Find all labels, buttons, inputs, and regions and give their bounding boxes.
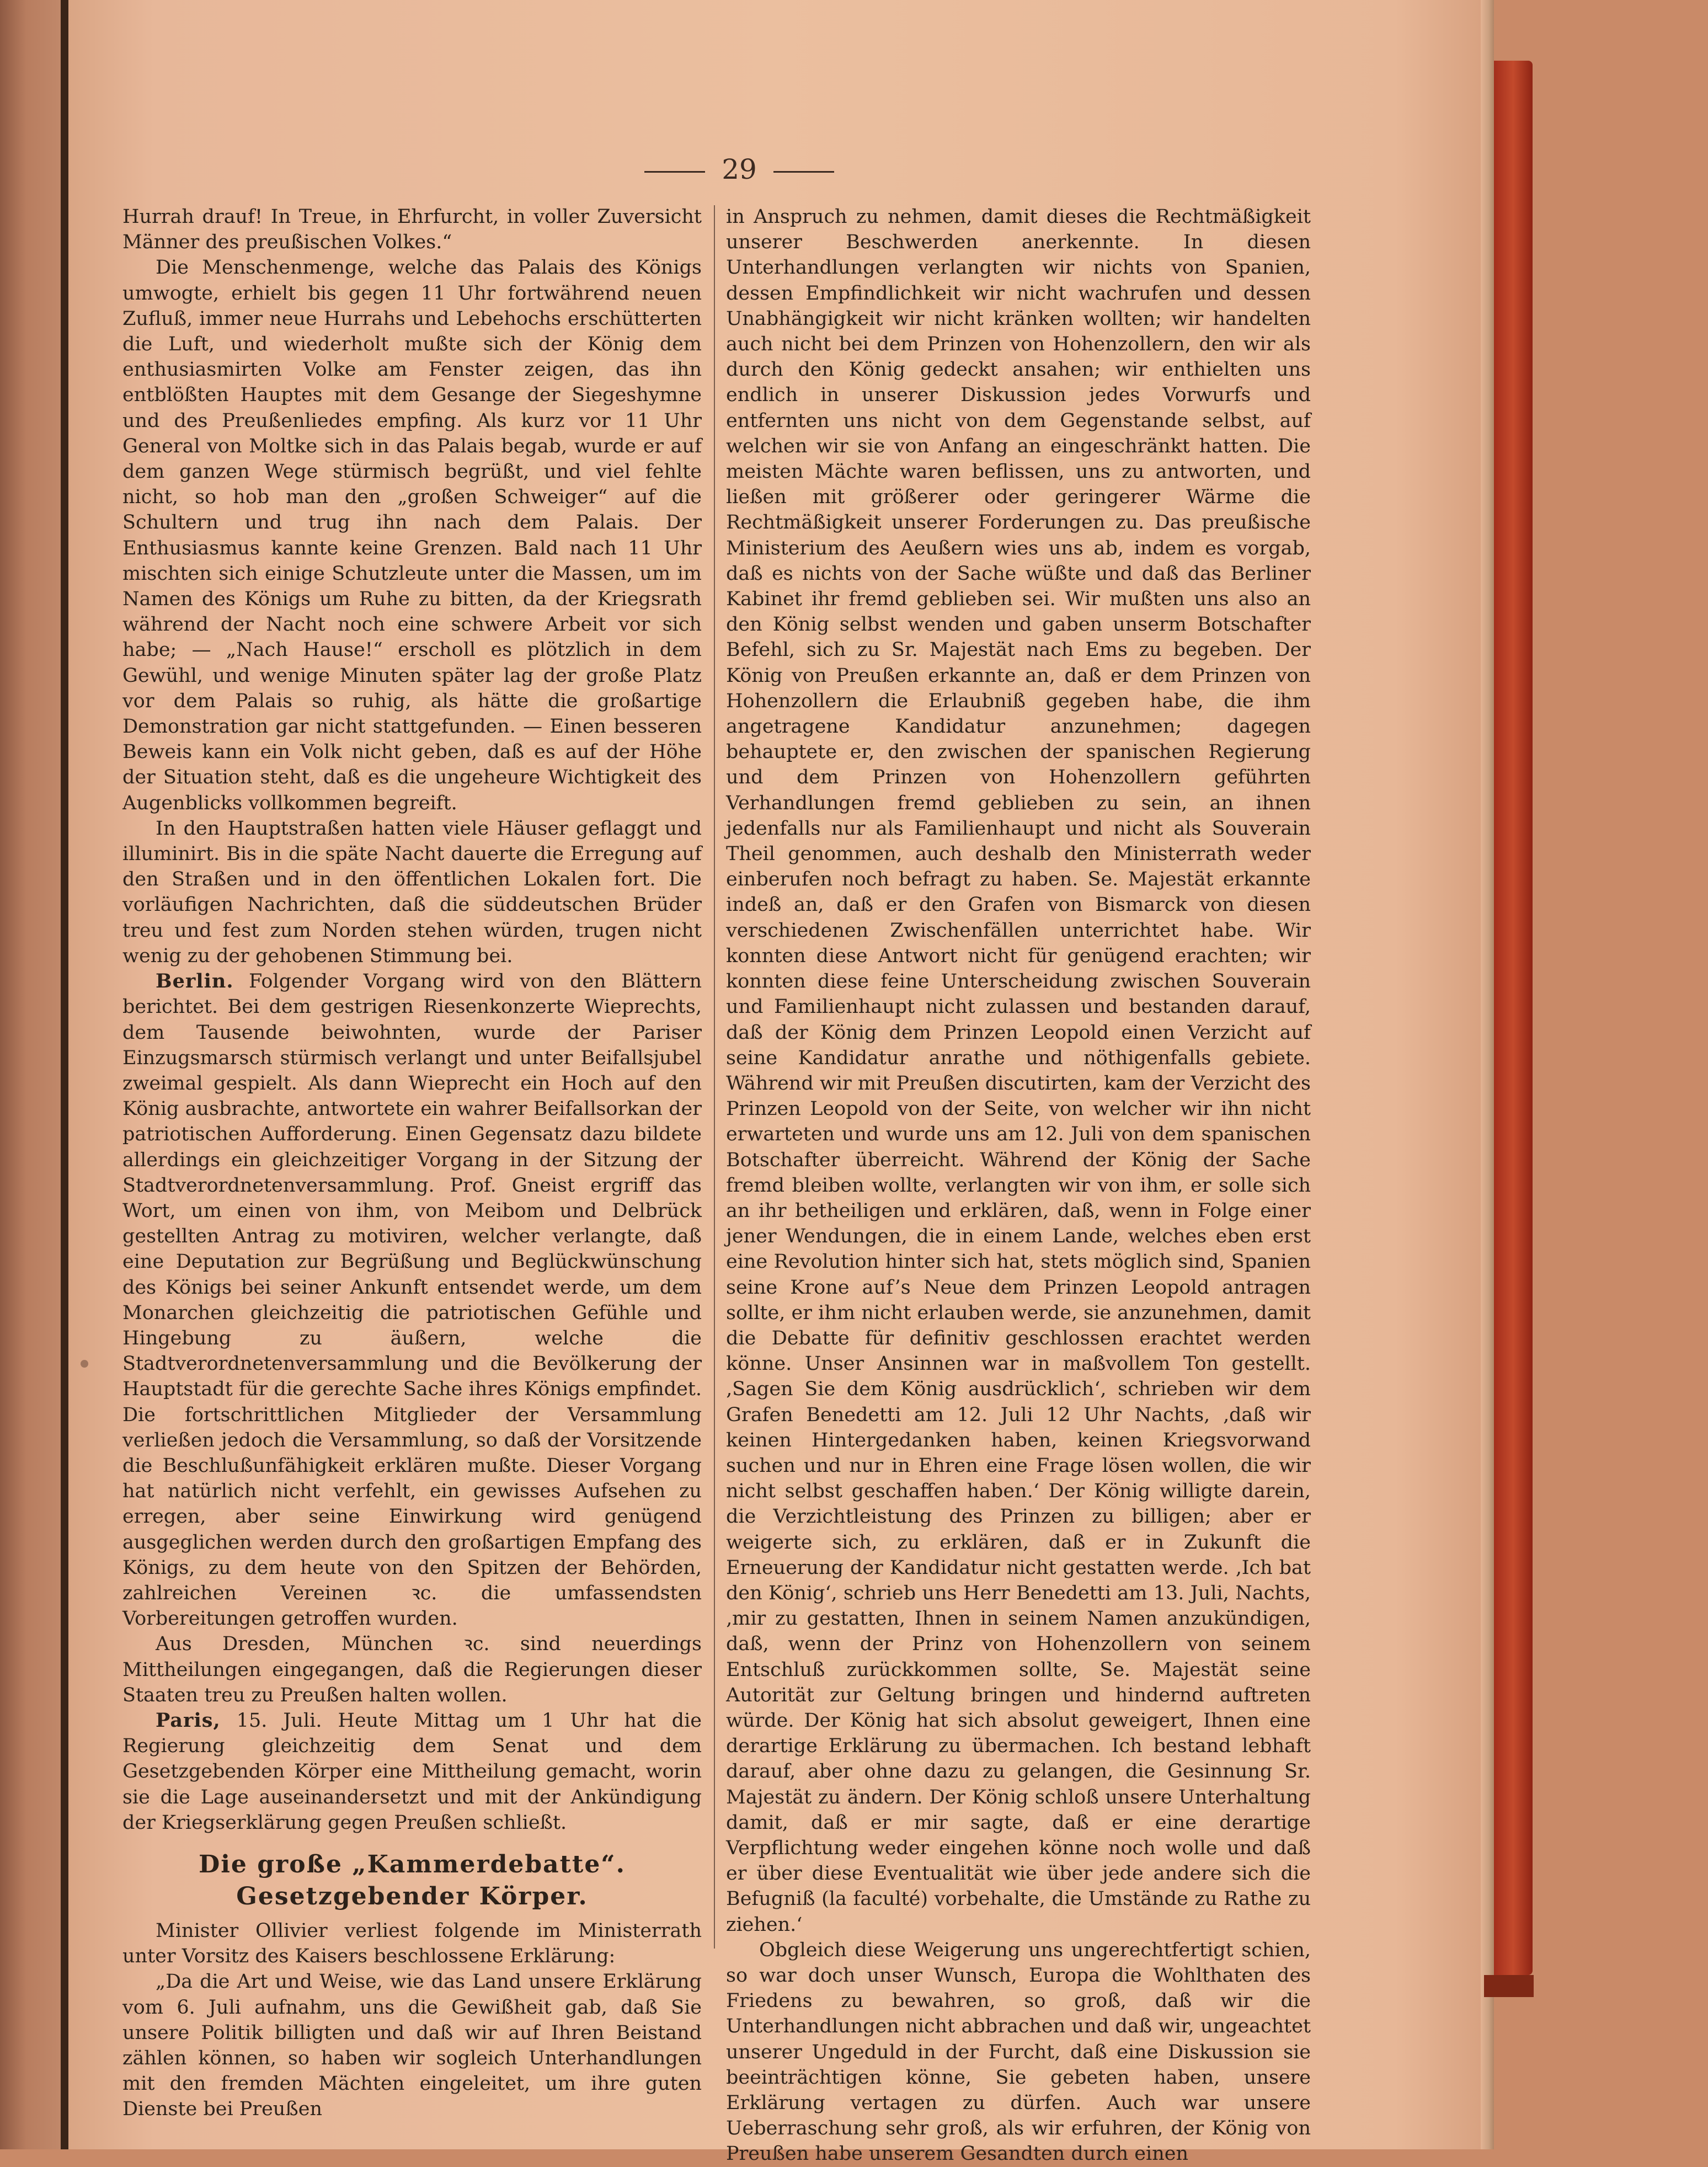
left-page-edge xyxy=(0,0,66,2149)
red-cover-edge xyxy=(1494,61,1533,1975)
paragraph-dresden-munich: Aus Dresden, München ꝛc. sind neuerdings Mittheilungen eingegangen, daß die Regierungen dieser Staaten treu zu Preußen halten wollen. xyxy=(122,1633,702,1706)
paragraph-crowd-at-palais: Die Menschenmenge, welche das Palais des Königs umwogte, erhielt bis gegen 11 Uhr fortwährend neuen Zufluß, immer neue Hurrahs und Lebehochs erschütterten die Luft, und wiederholt mußte sich der König dem enthusiasmirten Volke am Fenster zeigen, das ihn entblößten Hauptes mit dem Gesange der Siegeshymne und des Preußenliedes empfing. Als kurz vor 11 Uhr General von Moltke sich in das Palais begab, wurde er auf dem ganzen Wege stürmisch begrüßt, und viel fehlte nicht, so hob man den „großen Schweiger“ auf die Schultern und trug ihn nach dem Palais. Der Enthusiasmus kannte keine Grenzen. Bald nach 11 Uhr mischten sich einige Schutzleute unter die Massen, um im Namen des Königs um Ruhe zu bitten, da der Kriegsrath während der Nacht noch eine schwere Arbeit vor sich habe; — „Nach Hause!“ erscholl es plötzlich in dem Gewühl, und wenige Minuten später lag der große Platz vor dem Palais so ruhig, als hätte die großartige Demonstration gar nicht stattgefunden. — Einen besseren Beweis kann ein Volk nicht geben, daß es auf der Höhe der Situation steht, daß es die ungeheure Wichtigkeit des Augenblicks vollkommen begreift. xyxy=(122,257,702,814)
column-divider xyxy=(714,205,715,1949)
paris-label: Paris, xyxy=(156,1709,221,1732)
paragraph-berlin xyxy=(122,969,702,1631)
right-column xyxy=(726,204,1311,2167)
paragraph-ollivier: Minister Ollivier verliest folgende im Ministerrath unter Vorsitz des Kaisers beschlossene Erklärung: xyxy=(122,1920,702,1968)
book-gutter xyxy=(61,0,68,2149)
berlin-label: Berlin. xyxy=(156,970,234,993)
paris-text: 15. Juli. Heute Mittag um 1 Uhr hat die Regierung gleichzeitig dem Senat und dem Gesetzgebenden Körper eine Mittheilung gemacht, worin sie die Lage auseinandersetzt und mit der Ankündigung der Kriegserklärung gegen Preußen schließt. xyxy=(122,1709,702,1834)
berlin-text: Folgender Vorgang wird von den Blättern berichtet. Bei dem gestrigen Riesenkonzerte Wieprechts, dem Tausende beiwohnten, wurde der Pariser Einzugsmarsch stürmisch verlangt und unter Beifallsjubel zweimal gespielt. Als dann Wieprecht ein Hoch auf den König ausbrachte, antwortete ein wahrer Beifallsorkan der patriotischen Aufforderung. Einen Gegensatz dazu bildete allerdings ein gleichzeitiger Vorgang in der Sitzung der Stadtverordnetenversammlung. Prof. Gneist ergriff das Wort, um einen von ihm, von Meibom und Delbrück gestellten Antrag zu motiviren, welcher verlangte, daß eine Deputation zur Begrüßung und Beglückwünschung des Königs bei seiner Ankunft entsendet werde, um dem Monarchen gleichzeitig die patriotischen Gefühle und Hingebung zu äußern, welche die Stadtverordnetenversammlung und die Bevölkerung der Hauptstadt für die gerechte Sache ihres Königs empfindet. Die fortschrittlichen Mitglieder der Versammlung verließen jedoch die Versammlung, so daß der Vorsitzende die Beschlußunfähigkeit erklären mußte. Dieser Vorgang hat natürlich nicht verfehlt, ein gewisses Aufsehen zu erregen, aber seine Einwirkung wird genügend ausgeglichen werden durch den großartigen Empfang des Königs, zu dem heute von den Spitzen der Behörden, zahlreichen Vereinen ꝛc. die umfassendsten Vorbereitungen getroffen wurden. xyxy=(122,970,702,1630)
paragraph-proclamation-end: Hurrah drauf! In Treue, in Ehrfurcht, in voller Zuversicht Männer des preußischen Volkes.“ xyxy=(122,206,702,254)
heading-kammerdebatte: Die große „Kammerdebatte“. xyxy=(199,1850,626,1878)
right-rule xyxy=(773,171,834,173)
cover-corner xyxy=(1484,1975,1534,1997)
paragraph-declaration-continued: in Anspruch zu nehmen, damit dieses die Rechtmäßigkeit unserer Beschwerden anerkennte. In diesen Unterhandlungen verlangten wir nichts von Spanien, dessen Empfindlichkeit wir nicht wachrufen und dessen Unabhängigkeit wir nicht kränken wollten; wir handelten auch nicht bei dem Prinzen von Hohenzollern, den wir als durch den König gedeckt ansahen; wir enthielten uns endlich in unserer Diskussion jedes Vorwurfs und entfernten uns nicht von dem Gegenstande selbst, auf welchen wir sie von Anfang an eingeschränkt hatten. Die meisten Mächte waren beflissen, uns zu antworten, und ließen mit größerer oder geringerer Wärme die Rechtmäßigkeit unserer Forderungen zu. Das preußische Ministerium des Aeußern wies uns ab, indem es vorgab, daß es nichts von der Sache wüßte und daß das Berliner Kabinet ihr fremd geblieben sei. Wir mußten uns also an den König selbst wenden und gaben unserm Botschafter Befehl, sich zu Sr. Majestät nach Ems zu begeben. Der König von Preußen erkannte an, daß er dem Prinzen von Hohenzollern die Erlaubniß gegeben habe, die ihm angetragene Kandidatur anzunehmen; dagegen behauptete er, den zwischen der spanischen Regierung und dem Prinzen von Hohenzollern geführten Verhandlungen fremd geblieben zu sein, an ihnen jedenfalls nur als Familienhaupt und nicht als Souverain Theil genommen, auch deshalb den Ministerrath weder einberufen noch befragt zu haben. Se. Majestät erkannte indeß an, daß er den Grafen von Bismarck von diesen verschiedenen Zwischenfällen unterrichtet habe. Wir konnten diese Antwort nicht für genügend erachten; wir konnten diese feine Unterscheidung zwischen Souverain und Familienhaupt nicht zulassen und bestanden darauf, daß der König dem Prinzen Leopold einen Verzicht auf seine Kandidatur anrathe und nöthigenfalls gebiete. Während wir mit Preußen discutirten, kam der Verzicht des Prinzen Leopold von der Seite, von welcher wir ihn nicht erwarteten und wurde uns am 12. Juli von dem spanischen Botschafter überreicht. Während der König der Sache fremd bleiben wollte, verlangten wir von ihm, er solle sich an ihr betheiligen und erklären, daß, wenn in Folge einer jener Wendungen, die in einem Lande, welches eben erst eine Revolution hinter sich hat, stets möglich sind, Spanien seine Krone auf’s Neue dem Prinzen Leopold antragen sollte, er ihm nicht erlauben werde, sie anzunehmen, damit die Debatte für definitiv geschlossen erachtet werden könne. Unser Ansinnen war in maßvollem Ton gestellt. ‚Sagen Sie dem König ausdrücklich‘, schrieben wir dem Grafen Benedetti am 12. Juli 12 Uhr Nachts, ‚daß wir keinen Hintergedanken haben, keinen Kriegsvorwand suchen und nur in Ehren eine Frage lösen wollen, die wir nicht selbst geschaffen haben.‘ Der König willigte darein, die Verzichtleistung des Prinzen zu billigen; aber er weigerte sich, zu erklären, daß er in Zukunft die Erneuerung der Kandidatur nicht gestatten werde. ‚Ich bat den König‘, schrieb uns Herr Benedetti am 13. Juli, Nachts, ‚mir zu gestatten, Ihnen in seinem Namen anzukündigen, daß, wenn der Prinz von Hohenzollern von seinem Entschluß zurückkommen sollte, Se. Majestät seine Autorität zur Geltung bringen und hindernd auftreten würde. Der König hat sich absolut geweigert, Ihnen eine derartige Erklärung zu übermachen. Ich bestand lebhaft darauf, aber ohne dazu zu gelangen, die Gesinnung Sr. Majestät zu ändern. Der König schloß unsere Unterhaltung damit, daß er mir sagte, daß er eine derartige Verpflichtung weder eingehen könne noch wolle und daß er über diese Eventualität wie über jede andere sich die Befugniß (la faculté) vorbehalte, die Umstände zu Rathe zu ziehen.‘ xyxy=(726,206,1311,1936)
paragraph-paris xyxy=(122,1708,702,1835)
paragraph-declaration-start: „Da die Art und Weise, wie das Land unsere Erklärung vom 6. Juli aufnahm, uns die Gewißheit gab, daß Sie unsere Politik billigten und daß wir auf Ihren Beistand zählen können, so haben wir sogleich Unterhandlungen mit den fremden Mächten eingeleitet, um ihre guten Dienste bei Preußen xyxy=(122,1971,702,2121)
paragraph-illumination: In den Hauptstraßen hatten viele Häuser geflaggt und illuminirt. Bis in die späte Nacht dauerte die Erregung auf den Straßen und in den öffentlichen Lokalen fort. Die vorläufigen Nachrichten, daß die süddeutschen Brüder treu und fest zum Norden stehen würden, trugen nicht wenig zu der gehobenen Stimmung bei. xyxy=(122,817,702,967)
heading-gesetzgebender-koerper: Gesetzgebender Körper. xyxy=(236,1882,588,1910)
paper-stain xyxy=(81,1360,88,1368)
page-number-header xyxy=(585,145,894,194)
left-column xyxy=(122,204,702,2122)
section-heading xyxy=(122,1849,702,1913)
page-number: 29 xyxy=(722,153,757,185)
page-fore-edge xyxy=(1481,0,1494,2149)
left-rule xyxy=(644,171,705,173)
paragraph-refusal: Obgleich diese Weigerung uns ungerechtfertigt schien, so war doch unser Wunsch, Europa die Wohlthaten des Friedens zu bewahren, so groß, daß wir die Unterhandlungen nicht abbrachen und daß wir, ungeachtet unserer Ungeduld in der Furcht, daß eine Diskussion sie beeinträchtigen könne, Sie gebeten haben, unsere Erklärung vertagen zu dürfen. Auch war unsere Ueberraschung sehr groß, als wir erfuhren, der König von Preußen habe unserem Gesandten durch einen xyxy=(726,1939,1311,2165)
